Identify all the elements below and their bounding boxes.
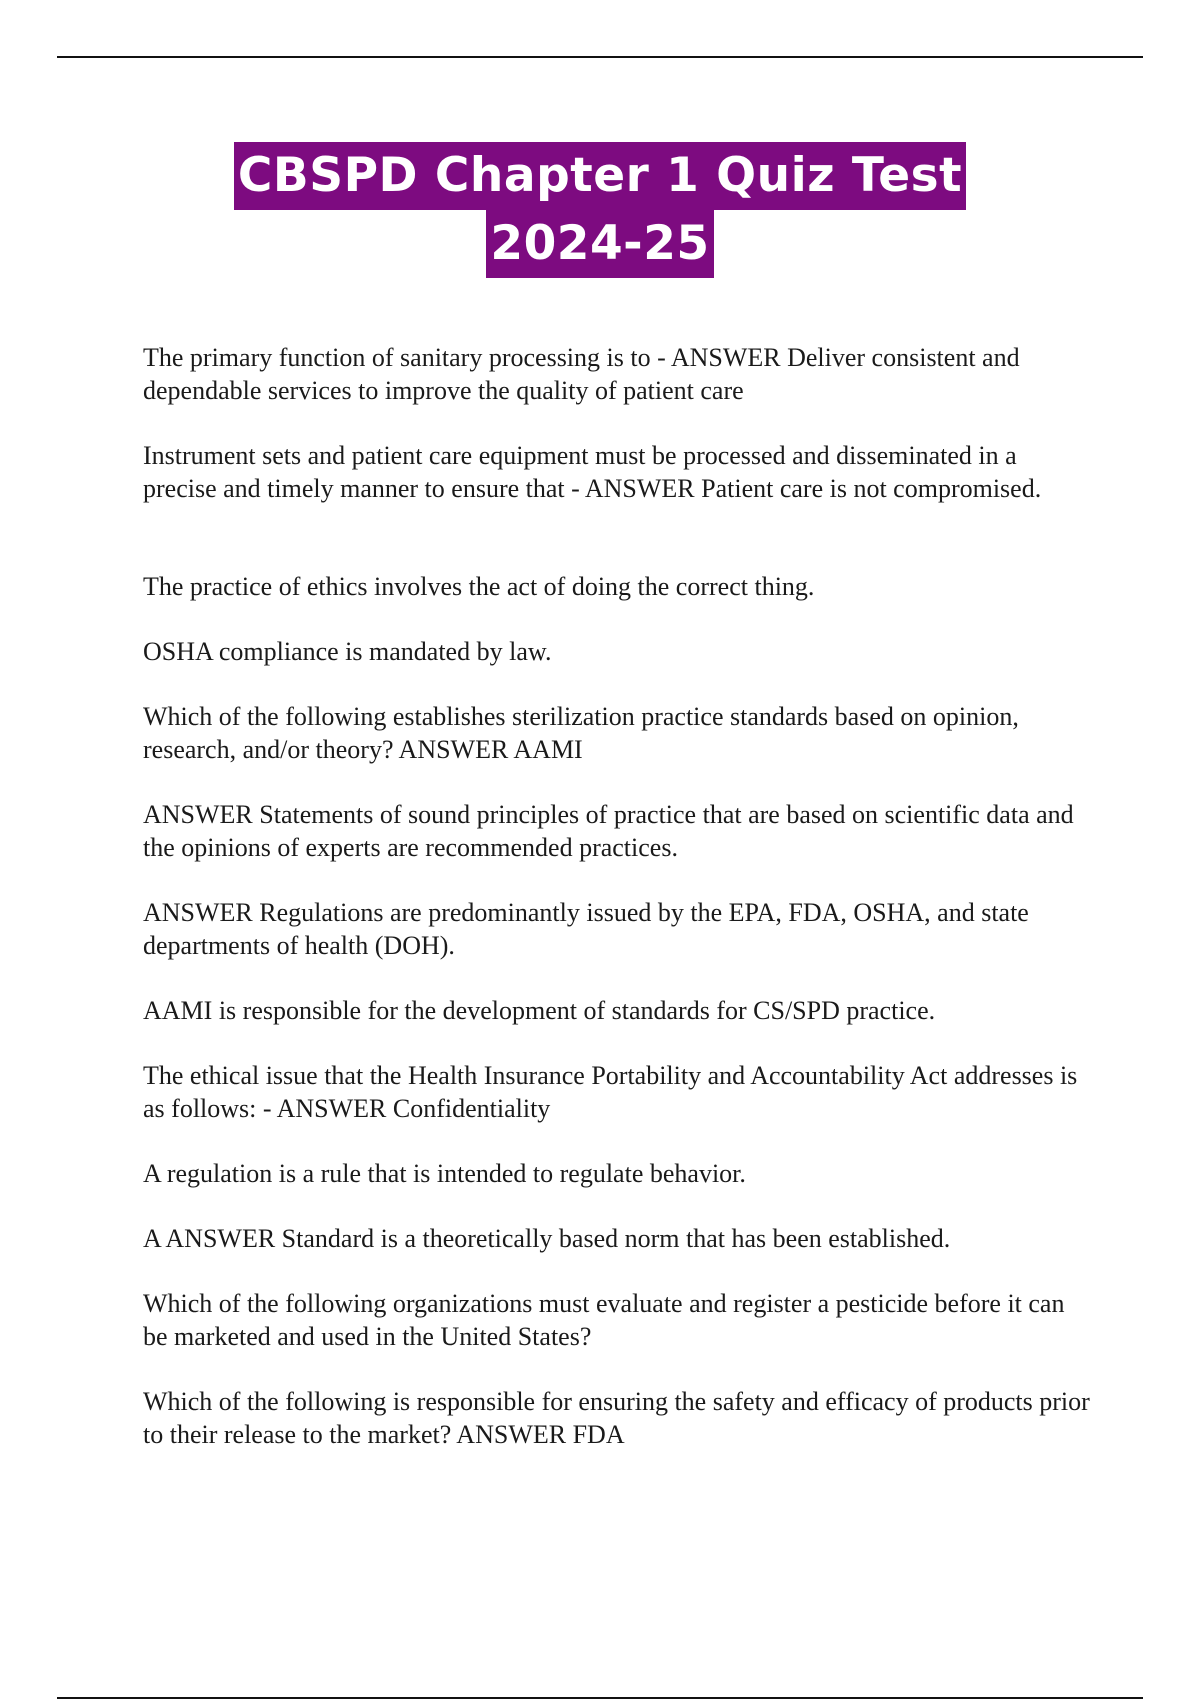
paragraph-10: A regulation is a rule that is intended to regulate behavior. [143,1159,746,1188]
paragraph-5: Which of the following establishes sterilization practice standards based on opinion, research, and/or theory? ANSWER AAMI [143,702,1019,764]
paragraph-3: The practice of ethics involves the act of doing the correct thing. [143,572,815,601]
paragraph-8: AAMI is responsible for the development of standards for CS/SPD practice. [143,996,936,1025]
document-body [143,341,1093,1483]
paragraph-2: Instrument sets and patient care equipment must be processed and disseminated in a precise and timely manner to ensure that - ANSWER Patient care is not compromised. [143,441,1042,503]
paragraph-12: Which of the following organizations must evaluate and register a pesticide before it can be marketed and used in the United States? [143,1289,1065,1351]
paragraph-13: Which of the following is responsible for ensuring the safety and efficacy of products prior to their release to the market? ANSWER FDA [143,1387,1090,1449]
title-line-2: 2024-25 [486,210,713,278]
bottom-rule [57,1697,1143,1699]
paragraph-9: The ethical issue that the Health Insurance Portability and Accountability Act addresses is as follows: - ANSWER Confidentiality [143,1061,1078,1123]
top-rule [57,56,1143,58]
paragraph-6: ANSWER Statements of sound principles of practice that are based on scientific data and the opinions of experts are recommended practices. [143,800,1074,862]
document-title [0,142,1200,278]
paragraph-7: ANSWER Regulations are predominantly issued by the EPA, FDA, OSHA, and state departments of health (DOH). [143,898,1029,960]
paragraph-1: The primary function of sanitary processing is to - ANSWER Deliver consistent and dependable services to improve the quality of patient care [143,343,1020,405]
paragraph-11: A ANSWER Standard is a theoretically based norm that has been established. [143,1224,951,1253]
paragraph-4: OSHA compliance is mandated by law. [143,637,552,666]
title-line-1: CBSPD Chapter 1 Quiz Test [234,142,966,210]
